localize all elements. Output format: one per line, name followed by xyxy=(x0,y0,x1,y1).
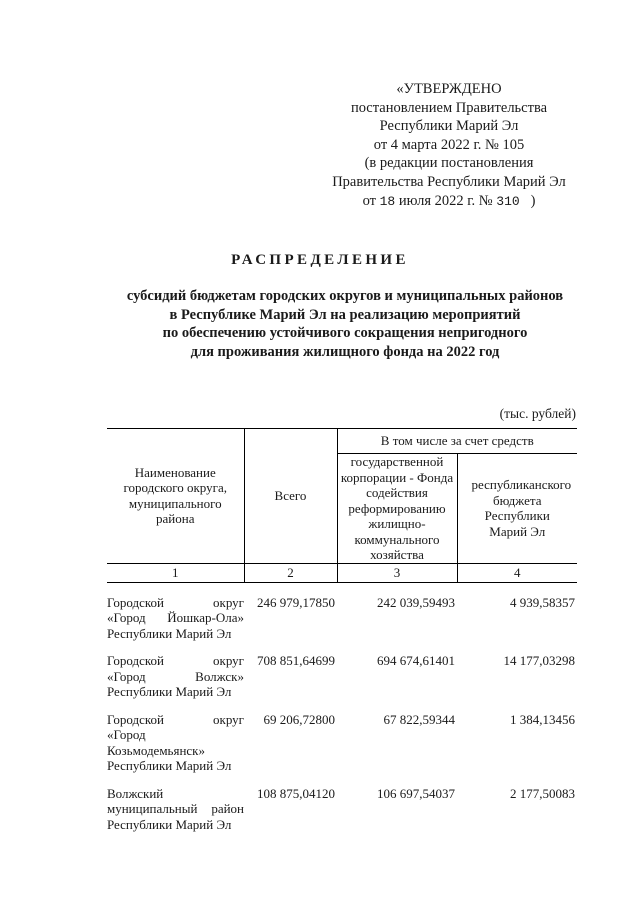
row-fund-value: 242 039,59493 xyxy=(377,594,455,610)
row-total-value: 69 206,72800 xyxy=(263,711,335,727)
row-name xyxy=(107,653,244,700)
row-name-word: Республики Марий Эл xyxy=(107,684,232,699)
row-name-line xyxy=(107,595,244,611)
row-name-word: Йошкар-Ола» xyxy=(167,610,244,625)
row-name-line xyxy=(107,801,244,817)
row-spacer xyxy=(107,700,577,712)
row-fund-value: 106 697,54037 xyxy=(377,785,455,801)
table-row xyxy=(107,786,577,833)
approval-line: (в редакции постановления xyxy=(364,155,534,172)
row-republic-value: 1 384,13456 xyxy=(510,711,576,727)
table-row xyxy=(107,595,577,642)
col-number: 1 xyxy=(107,563,244,582)
subtitle-line: в Республике Марий Эл на реализацию мероприятий xyxy=(169,306,521,323)
row-name-word: муниципальный xyxy=(107,801,198,816)
row-name-word: Республики Марий Эл xyxy=(107,625,232,641)
units-label: (тыс. рублей) xyxy=(499,406,576,421)
table-row xyxy=(107,653,577,700)
row-name-word: округ xyxy=(213,711,244,727)
row-spacer xyxy=(107,641,577,653)
header-name: Наименование городского округа, муниципального района xyxy=(107,429,244,564)
subsidy-table xyxy=(107,428,577,832)
row-name-word: Волжск» xyxy=(195,668,244,684)
row-name xyxy=(107,712,244,774)
approval-line: постановлением Правительства xyxy=(350,99,548,116)
row-total-value: 108 875,04120 xyxy=(257,785,335,801)
subtitle-line: для проживания жилищного фонда на 2022 год xyxy=(190,343,500,360)
subtitle-line: субсидий бюджетам городских округов и муниципальных районов xyxy=(126,288,564,304)
row-name-line xyxy=(107,626,244,642)
row-name-word: Республики Марий Эл xyxy=(107,816,232,832)
row-fund-value: 694 674,61401 xyxy=(377,653,455,668)
row-name-word: район xyxy=(211,801,244,816)
approval-line: от 4 марта 2022 г. № 105 xyxy=(373,136,525,153)
row-republic-value: 4 939,58357 xyxy=(510,594,576,610)
row-total-value: 708 851,64699 xyxy=(257,653,335,668)
row-name-word: «Город xyxy=(107,610,146,625)
row-republic-value: 2 177,50083 xyxy=(510,785,576,801)
row-name-line xyxy=(107,684,244,700)
header-group: В том числе за счет средств xyxy=(337,429,577,454)
row-name-line xyxy=(107,610,244,626)
row-name-line xyxy=(107,727,244,743)
row-name-line xyxy=(107,653,244,669)
row-name-word: Республики Марий Эл xyxy=(107,758,232,773)
subtitle-line: по обеспечению устойчивого сокращения непригодного xyxy=(162,325,528,342)
approval-line-amended-date xyxy=(318,192,580,212)
amended-mid: июля 2022 г. № xyxy=(398,192,493,209)
row-name-word: Городской xyxy=(107,711,164,727)
amended-number: 310 xyxy=(496,193,520,209)
col-number: 4 xyxy=(457,563,577,582)
row-name-word: «Город xyxy=(107,668,146,684)
row-name-word: округ xyxy=(213,594,244,610)
row-name-line xyxy=(107,712,244,728)
row-name-word: «Город xyxy=(107,727,146,742)
approval-stamp xyxy=(318,80,580,211)
row-name xyxy=(107,595,244,642)
row-name-line xyxy=(107,758,244,774)
row-name-word: Волжский xyxy=(107,785,164,801)
row-name-line xyxy=(107,669,244,685)
amended-day: 18 xyxy=(379,193,396,209)
row-spacer xyxy=(107,774,577,786)
document-subtitle xyxy=(60,287,630,361)
approval-line: Республики Марий Эл xyxy=(379,118,519,135)
approval-line: Правительства Республики Марий Эл xyxy=(332,173,566,190)
row-name xyxy=(107,786,244,833)
header-republic: республиканского бюджета Республики Марий Эл xyxy=(471,477,572,539)
row-name-word: округ xyxy=(213,653,244,668)
col-number: 3 xyxy=(337,563,457,582)
row-fund-value: 67 822,59344 xyxy=(383,711,455,727)
amended-prefix: от xyxy=(362,192,376,209)
row-total-value: 246 979,17850 xyxy=(257,594,335,610)
approval-line: «УТВЕРЖДЕНО xyxy=(396,81,502,97)
header-total: Всего xyxy=(244,429,337,564)
column-number-row xyxy=(107,563,577,582)
table-row xyxy=(107,712,577,774)
row-name-word: Городской xyxy=(107,594,164,610)
row-name-line xyxy=(107,817,244,833)
document-title: РАСПРЕДЕЛЕНИЕ xyxy=(231,252,409,268)
col-number: 2 xyxy=(244,563,337,582)
row-spacer xyxy=(107,582,577,595)
row-name-line xyxy=(107,786,244,802)
row-name-word: Городской xyxy=(107,653,164,668)
amended-suffix: ) xyxy=(530,192,536,209)
row-name-word: Козьмодемьянск» xyxy=(107,742,206,758)
row-name-line xyxy=(107,743,244,759)
header-fund: государственной корпорации - Фонда содействия реформированию жилищно-коммунального хозяйства xyxy=(337,454,457,564)
row-republic-value: 14 177,03298 xyxy=(503,653,576,668)
